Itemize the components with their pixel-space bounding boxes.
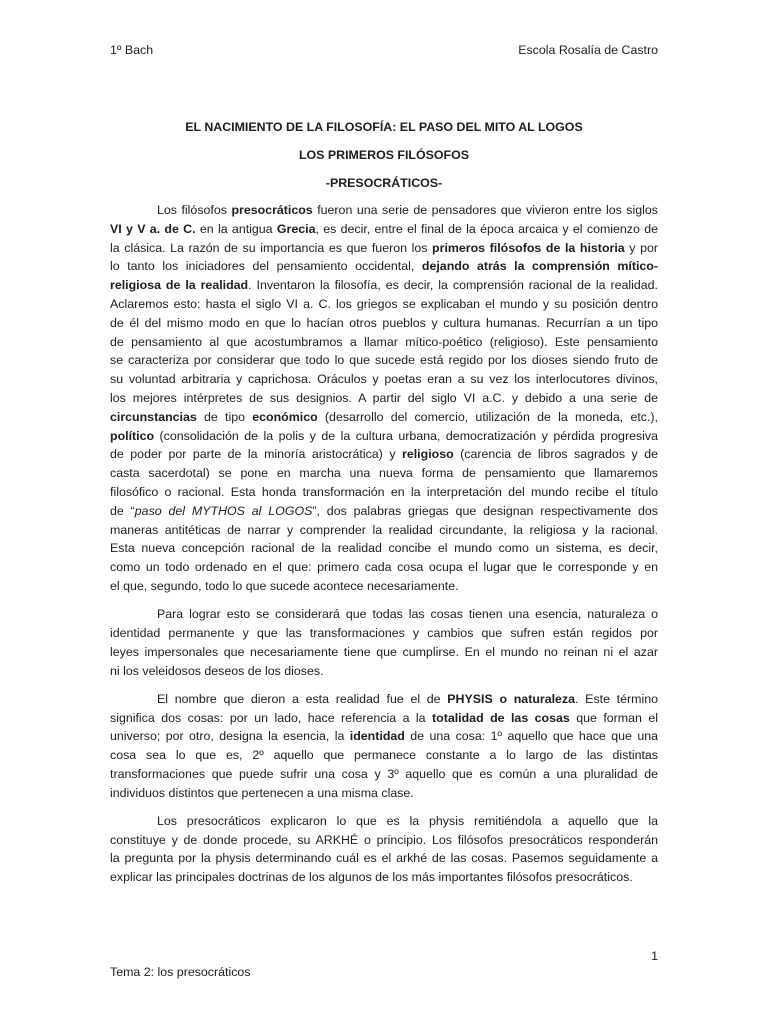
bold-text: totalidad de las cosas — [432, 710, 570, 725]
text-run: ni los veleidosos deseos de los dioses. — [110, 663, 324, 678]
section-heading: -PRESOCRÁTICOS- — [325, 176, 443, 190]
text-line — [110, 577, 658, 596]
text-line — [110, 812, 658, 831]
text-run: de pensamiento al que acostumbramos a llamar mítico-poético (religioso). Este pensamiento — [110, 334, 658, 349]
text-line — [110, 558, 658, 577]
text-run: se caracteriza por considerar que todo lo que sucede está regido por los dioses siendo fruto de — [110, 353, 658, 368]
header-course: 1º Bach — [110, 43, 154, 57]
text-run: Esta nueva concepción racional de la realidad concibe el mundo como un sistema, es decir, — [110, 541, 658, 556]
text-run: de él del mismo modo en que lo hacían otros pueblos y cultura humanas. Recurrían a un tipo — [110, 315, 658, 330]
text-run: significa dos cosas: por un lado, hace referencia a la — [110, 710, 433, 725]
bold-text: presocráticos — [231, 203, 313, 217]
text-line — [110, 351, 658, 370]
bold-text: dejando atrás la comprensión mítico- — [421, 259, 659, 274]
text-line — [110, 727, 658, 746]
document-subtitle: LOS PRIMEROS FILÓSOFOS — [298, 148, 470, 162]
text-line — [110, 765, 658, 784]
text-line — [110, 746, 658, 765]
text-line — [110, 624, 658, 643]
text-run: Los filósofos — [157, 203, 232, 217]
text-run: individuos distintos que pertenecen a una misma clase. — [110, 785, 414, 800]
bold-text: político — [110, 428, 155, 443]
text-run: . Inventaron la filosofía, es decir, la comprensión racional de la realidad. — [248, 278, 658, 293]
text-run: lo tanto los iniciadores del pensamiento occidental, — [110, 259, 422, 274]
text-line — [110, 257, 658, 276]
paragraph — [110, 201, 658, 596]
paragraph — [110, 690, 658, 803]
paragraph — [110, 605, 658, 680]
text-line — [110, 521, 658, 540]
bold-text: VI y V a. de C. — [110, 221, 196, 236]
text-run: ”, dos palabras griegas que designan respectivamente dos — [312, 503, 658, 518]
text-run: El nombre que dieron a esta realidad fue el de — [157, 691, 448, 706]
text-run: de “ — [110, 503, 135, 518]
text-line — [110, 333, 658, 352]
text-run: el que, segundo, todo lo que sucede acontece necesariamente. — [110, 578, 459, 593]
text-line — [110, 831, 658, 850]
bold-text: Grecia — [276, 221, 316, 236]
text-run: y por — [624, 240, 658, 255]
text-run: de poder por parte de la minoría aristocrática) y — [110, 447, 403, 462]
text-run: como un todo ordenado en el que: primero cada cosa ocupa el lugar que le corresponde y en — [110, 560, 658, 575]
text-line — [110, 643, 658, 662]
text-line — [110, 690, 658, 709]
bold-text: económico — [252, 409, 318, 424]
bold-text: primeros filósofos de la historia — [432, 240, 625, 255]
text-run: de tipo — [196, 409, 253, 424]
text-line — [110, 314, 658, 333]
text-run: Los presocráticos explicaron lo que es la physis remitiéndola a aquello que la — [157, 813, 658, 828]
page-number: 1 — [651, 949, 658, 963]
text-run: leyes impersonales que necesariamente tiene que cumplirse. En el mundo no reinan ni el azar — [110, 644, 658, 659]
text-run: la pregunta por la physis determinando cuál es el arkhé de las cosas. Pasemos seguidamente a — [110, 851, 658, 866]
text-run: fueron una serie de pensadores que vivieron entre los siglos — [312, 203, 658, 217]
text-line — [110, 239, 658, 258]
paragraph — [110, 812, 658, 887]
text-line — [110, 539, 658, 558]
text-run: que forman el — [569, 710, 658, 725]
text-run: explicar las principales doctrinas de los algunos de los más importantes filósofos presocráticos. — [110, 870, 633, 885]
text-run: universo; por otro, designa la esencia, la — [110, 729, 350, 744]
text-line — [110, 502, 658, 521]
text-line — [110, 784, 658, 803]
text-line — [110, 276, 658, 295]
text-run: los mejores intérpretes de sus designios. A partir del siglo VI a.C. y debido a una serie de — [110, 390, 658, 405]
text-line — [110, 662, 658, 681]
text-run: la clásica. La razón de su importancia es que fueron los — [110, 240, 433, 255]
text-run: su voluntad arbitraria y caprichosa. Oráculos y poetas eran a su vez los interlocutores divinos, — [110, 372, 658, 387]
text-run: maneras antitéticas de narrar y comprender la realidad circundante, la religiosa y la racional. — [110, 522, 658, 537]
bold-text: religioso — [402, 447, 454, 462]
text-run: cosa sea lo que es, 2º aquello que permanece constante a lo largo de las distintas — [110, 748, 658, 763]
text-line — [110, 370, 658, 389]
text-run: constituye y de donde procede, su ARKHÉ o principio. Los filósofos presocráticos responderán — [110, 832, 658, 847]
text-run: filosófico o racional. Esta honda transformación en la interpretación del mundo recibe el título — [110, 484, 658, 499]
bold-text: identidad — [349, 729, 405, 744]
text-line — [110, 483, 658, 502]
text-run: en la antigua — [195, 221, 277, 236]
text-run: (consolidación de la polis y de la cultura urbana, democratización y pérdida progresiva — [154, 428, 658, 443]
text-line — [110, 220, 658, 239]
text-run: Aclaremos esto: hasta el siglo VI a. C. los griegos se explicaban el mundo y su posición dentro — [110, 296, 658, 311]
text-line — [110, 445, 658, 464]
text-run: identidad permanente y que las transformaciones y cambios que sufren están regidos por — [110, 625, 658, 640]
document-body — [110, 201, 658, 896]
text-line — [110, 389, 658, 408]
text-line — [110, 408, 658, 427]
footer-topic: Tema 2: los presocráticos — [110, 965, 251, 979]
bold-text: circunstancias — [110, 409, 197, 424]
italic-text: paso del MYTHOS al LOGOS — [134, 503, 313, 518]
bold-text: religiosa de la realidad — [110, 278, 249, 293]
text-run: Para lograr esto se considerará que todas las cosas tienen una esencia, naturaleza o — [157, 607, 658, 622]
text-run: casta sacerdotal) se pone en marcha una nueva forma de pensamiento que llamaremos — [110, 466, 658, 481]
text-run: (desarrollo del comercio, utilización de la moneda, etc.), — [317, 409, 658, 424]
text-line — [110, 849, 658, 868]
text-line — [110, 427, 658, 446]
text-line — [110, 464, 658, 483]
text-line — [110, 201, 658, 220]
bold-text: PHYSIS o naturaleza — [447, 691, 576, 706]
header-school: Escola Rosalía de Castro — [518, 43, 658, 57]
text-line — [110, 868, 658, 887]
text-run: de una cosa: 1º aquello que hace que una — [404, 729, 658, 744]
text-line — [110, 605, 658, 624]
text-run: (carencia de libros sagrados y de — [453, 447, 658, 462]
text-line — [110, 295, 658, 314]
text-run: , es decir, entre el final de la época arcaica y el comienzo de — [315, 221, 658, 236]
text-run: transformaciones que puede sufrir una cosa y 3º aquello que es común a una pluralidad de — [110, 766, 658, 781]
document-title: EL NACIMIENTO DE LA FILOSOFÍA: EL PASO DEL MITO AL LOGOS — [185, 120, 583, 134]
text-line — [110, 709, 658, 728]
text-run: . Este término — [575, 691, 659, 706]
